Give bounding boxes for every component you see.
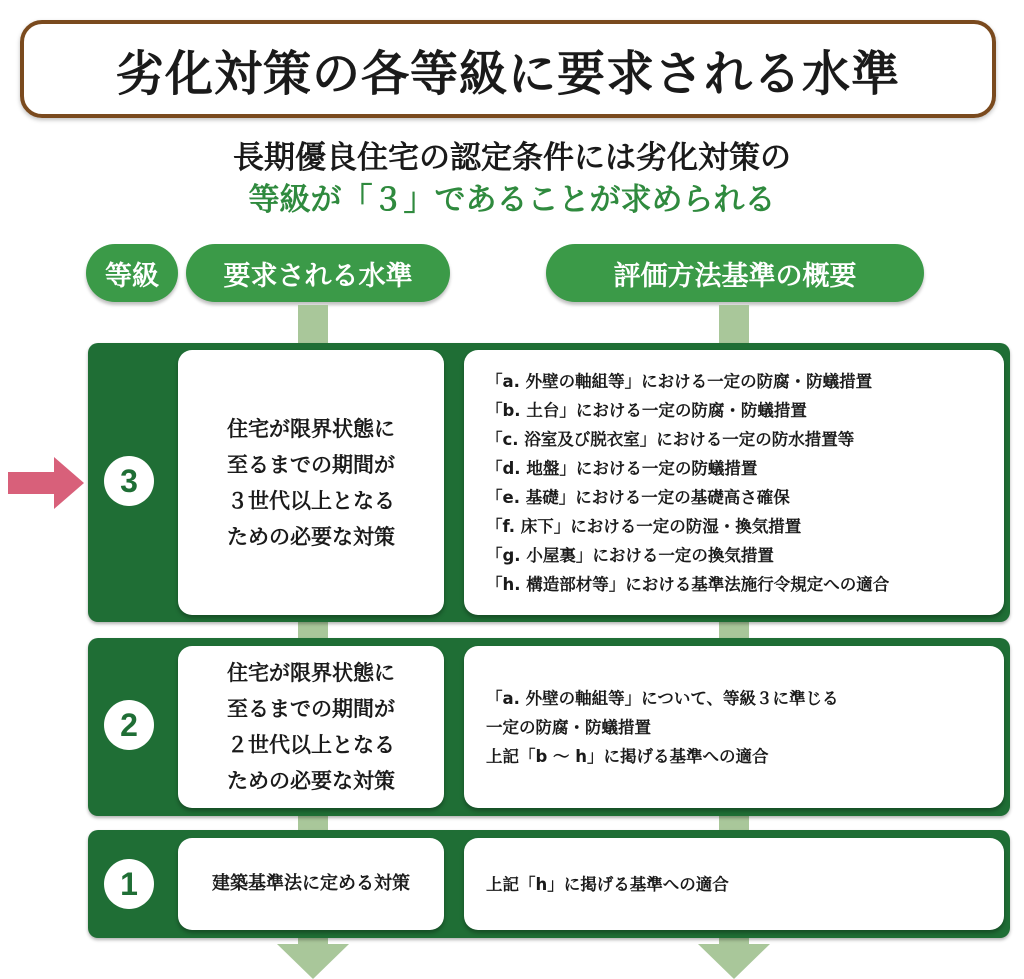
arrow-down-icon [277,936,349,979]
evaluation-line: 「e. 基礎」における一定の基礎高さ確保 [486,487,790,507]
grade-row-2 [88,638,1010,816]
requirement-line: ための必要な対策 [227,769,395,793]
connector-stem [719,620,749,640]
grade-number-badge: 2 [104,700,154,750]
requirement-card [178,350,444,615]
evaluation-line: 「c. 浴室及び脱衣室」における一定の防水措置等 [486,429,855,449]
subtitle-line-2: 等級が「３」であることが求められる [248,182,776,218]
evaluation-line: 上記「h」に掲げる基準への適合 [486,874,729,894]
connector-stem [719,305,749,345]
header-requirement: 要求される水準 [186,244,450,302]
evaluation-line: 「f. 床下」における一定の防湿・換気措置 [486,516,802,536]
requirement-card [178,838,444,930]
arrow-right-icon [8,455,86,511]
evaluation-line: 「a. 外壁の軸組等」について、等級３に準じる [486,688,839,708]
requirement-line: 住宅が限界状態に [227,661,395,685]
requirement-line: ３世代以上となる [227,488,395,513]
requirement-line: 至るまでの期間が [227,697,395,721]
connector-stem [298,620,328,640]
requirement-line: ための必要な対策 [227,524,395,549]
evaluation-line: 「b. 土台」における一定の防腐・防蟻措置 [486,400,807,420]
evaluation-card [464,350,1004,615]
evaluation-line: 「a. 外壁の軸組等」における一定の防腐・防蟻措置 [486,371,873,391]
requirement-line: 建築基準法に定める対策 [212,873,410,894]
evaluation-line: 「d. 地盤」における一定の防蟻措置 [486,458,758,478]
evaluation-line: 「h. 構造部材等」における基準法施行令規定への適合 [486,574,890,594]
requirement-line: 住宅が限界状態に [227,416,395,441]
evaluation-line: 上記「b ～ h」に掲げる基準への適合 [486,746,769,766]
evaluation-line: 一定の防腐・防蟻措置 [486,717,651,737]
header-grade: 等級 [86,244,178,302]
evaluation-line: 「g. 小屋裏」における一定の換気措置 [486,545,774,565]
subtitle-line-1: 長期優良住宅の認定条件には劣化対策の [233,140,791,176]
requirement-line: 至るまでの期間が [227,452,395,477]
evaluation-card [464,646,1004,808]
connector-stem [298,305,328,345]
page-title: 劣化対策の各等級に要求される水準 [20,20,996,118]
grade-number-badge: 3 [104,456,154,506]
requirement-card [178,646,444,808]
requirement-line: ２世代以上となる [227,733,395,757]
arrow-down-icon [698,936,770,979]
grade-number-badge: 1 [104,859,154,909]
evaluation-card [464,838,1004,930]
grade-row-1 [88,830,1010,938]
grade-row-3 [88,343,1010,622]
header-evaluation: 評価方法基準の概要 [546,244,924,302]
